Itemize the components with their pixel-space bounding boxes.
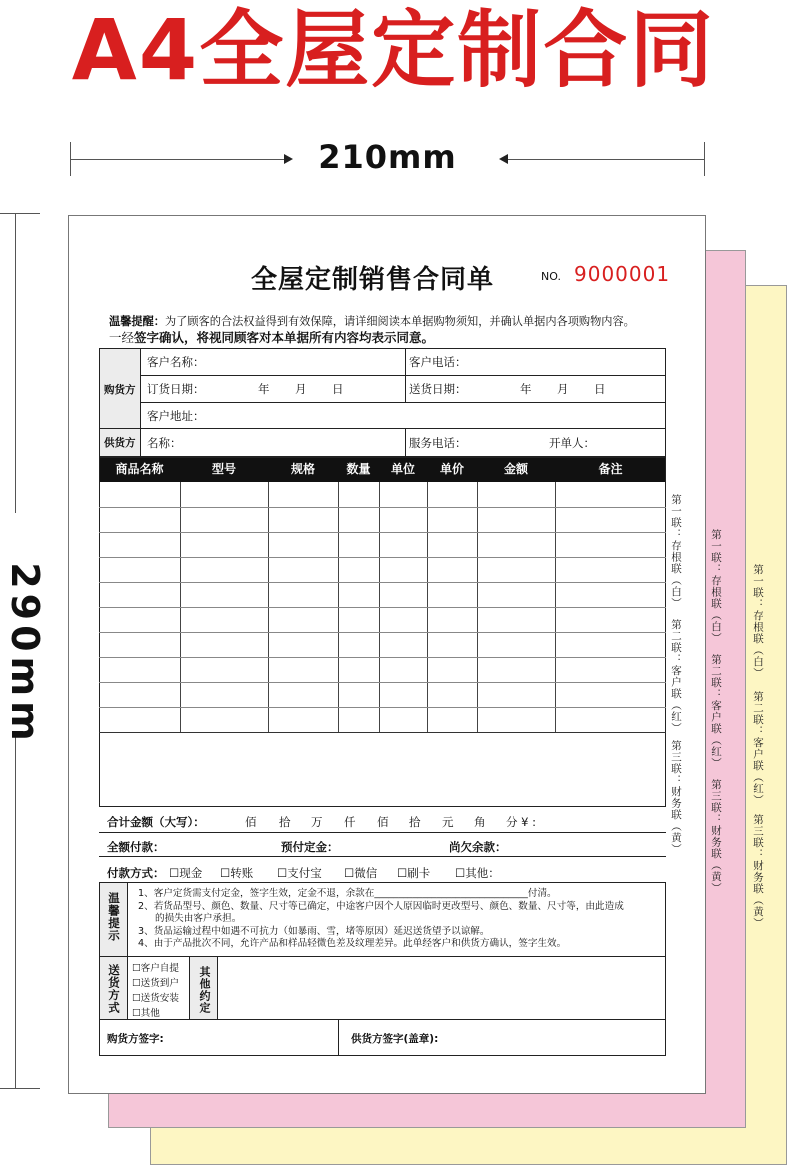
table-row[interactable] [99, 707, 666, 708]
payment-transfer-checkbox[interactable]: ☐转账 [220, 866, 254, 880]
delivery-method-label: 送货方式 [107, 964, 121, 1014]
notes-label: 温馨提示 [107, 892, 121, 942]
note-item-2-cont: 的损失由客户承担。 [155, 913, 242, 925]
unit-shi: 拾 [279, 815, 291, 829]
customer-address-field[interactable]: 客户地址： [147, 409, 205, 423]
header-model: 型号 [211, 462, 236, 476]
notes-list [138, 888, 624, 951]
payment-cash-checkbox[interactable]: ☐现金 [169, 866, 203, 880]
table-row[interactable] [99, 532, 666, 533]
table-row[interactable] [99, 557, 666, 558]
unit-qian: 仟 [344, 815, 356, 829]
supplier-signature-field[interactable]: 供货方签字(盖章): [351, 1033, 439, 1045]
delivery-box [99, 956, 666, 1020]
table-row[interactable] [99, 607, 666, 608]
table-row[interactable] [99, 582, 666, 583]
unit-wan: 万 [311, 815, 323, 829]
reminder-text: 为了顾客的合法权益得到有效保障，请详细阅读本单据购物须知，并确认单据内各项购物内容。 [164, 315, 635, 328]
serial-no-label: NO. [541, 270, 561, 283]
total-amount-label: 合计金额（大写）： [107, 815, 205, 829]
other-agreement-label: 其他约定 [198, 966, 211, 1014]
reminder-line-1 [109, 313, 635, 329]
issuer-field[interactable]: 开单人： [549, 436, 595, 450]
note-item-4: 4、由于产品批次不同，允许产品和样品轻微色差及纹理差异。此单经客户和供货方确认，签字生效。 [138, 938, 567, 950]
delivery-day: 日 [594, 382, 606, 396]
copy-label-first: 第一联：存根联（白） [752, 564, 764, 679]
header-quantity: 数量 [346, 462, 371, 476]
copy-label-third: 第三联：财务联（黄） [710, 779, 722, 894]
table-row[interactable] [99, 657, 666, 658]
order-month: 月 [295, 382, 307, 396]
delivery-install-checkbox[interactable]: ☐送货安装 [132, 993, 179, 1004]
note-item-3: 3、货品运输过程中如遇不可抗力（如暴雨、雪，堵等原因）延迟送货望予以谅解。 [138, 925, 490, 937]
unit-bai-2: 佰 [377, 815, 389, 829]
banner-title: A4全屋定制合同 [71, 1, 716, 99]
supplier-label: 供货方 [104, 437, 136, 449]
copy-label-first: 第一联：存根联（白） [710, 529, 722, 644]
form-title: 全屋定制销售合同单 [251, 265, 495, 295]
customer-phone-field[interactable]: 客户电话： [409, 355, 467, 369]
buyer-signature-field[interactable]: 购货方签字: [107, 1033, 164, 1045]
reminder-bold-text: 签字确认，将视同顾客对本单据所有内容均表示同意。 [134, 330, 435, 345]
note-item-1: 1、客户定货需支付定金，签字生效，定金不退，余款在________________________________付清。 [138, 888, 557, 899]
reminder-line-2 [109, 328, 434, 346]
copy-label-second: 第二联：客户联（红） [752, 691, 764, 806]
unit-fen-yen: 分 ¥ : [506, 815, 537, 829]
copy-label-first: 第一联：存根联（白） [670, 494, 682, 609]
header-unit-price: 单价 [439, 462, 464, 476]
unit-bai: 佰 [245, 815, 257, 829]
order-day: 日 [332, 382, 344, 396]
balance-field[interactable]: 尚欠余款： [449, 840, 507, 854]
unit-jiao: 角 [474, 815, 486, 829]
note-item-2: 2、若货品型号、颜色、数量、尺寸等已确定，中途客户因个人原因临时更改型号、颜色、数量、尺寸等，由此造成 [138, 900, 624, 912]
customer-name-field[interactable]: 客户名称： [147, 355, 205, 369]
copy-label-third: 第三联：财务联（黄） [752, 814, 764, 929]
buyer-label: 购货方 [104, 384, 136, 396]
delivery-date-field[interactable]: 送货日期： [409, 382, 467, 396]
height-dimension [0, 212, 62, 1090]
header-remarks: 备注 [598, 462, 623, 476]
delivery-year: 年 [520, 382, 532, 396]
copy-label-third: 第三联：财务联（黄） [670, 740, 682, 855]
delivery-pickup-checkbox[interactable]: ☐客户自提 [132, 963, 179, 974]
header-product-name: 商品名称 [115, 462, 164, 476]
order-year: 年 [258, 382, 270, 396]
table-row[interactable] [99, 507, 666, 508]
order-date-field[interactable]: 订货日期： [147, 382, 205, 396]
width-dimension [70, 130, 705, 180]
width-label: 210mm [318, 138, 457, 176]
reminder-label: 温馨提醒： [109, 315, 165, 328]
unit-yuan: 元 [442, 815, 454, 829]
height-label: 290mm [3, 562, 47, 746]
payment-other-checkbox[interactable]: ☐其他： [455, 866, 500, 880]
payment-alipay-checkbox[interactable]: ☐支付宝 [277, 866, 322, 880]
payment-wechat-checkbox[interactable]: ☐微信 [344, 866, 378, 880]
supplier-name-field[interactable]: 名称： [147, 436, 182, 450]
serial-no-value: 9000001 [574, 262, 671, 286]
header-amount: 金额 [503, 462, 528, 476]
contract-form [68, 215, 706, 1094]
payment-method-label: 付款方式： [107, 866, 165, 880]
header-spec: 规格 [290, 462, 315, 476]
delivery-other-checkbox[interactable]: ☐其他 [132, 1008, 160, 1019]
copy-label-second: 第二联：客户联（红） [670, 619, 682, 734]
table-row[interactable] [99, 682, 666, 683]
payment-card-checkbox[interactable]: ☐刷卡 [397, 866, 431, 880]
header-unit: 单位 [390, 462, 415, 476]
delivery-month: 月 [557, 382, 569, 396]
full-payment-field[interactable]: 全额付款： [107, 840, 165, 854]
unit-shi-2: 拾 [409, 815, 421, 829]
copy-label-second: 第二联：客户联（红） [710, 654, 722, 769]
delivery-home-checkbox[interactable]: ☐送货到户 [132, 978, 179, 989]
reminder-prefix: 一经 [109, 330, 135, 345]
service-phone-field[interactable]: 服务电话： [409, 436, 467, 450]
deposit-field[interactable]: 预付定金： [281, 840, 339, 854]
table-row[interactable] [99, 632, 666, 633]
